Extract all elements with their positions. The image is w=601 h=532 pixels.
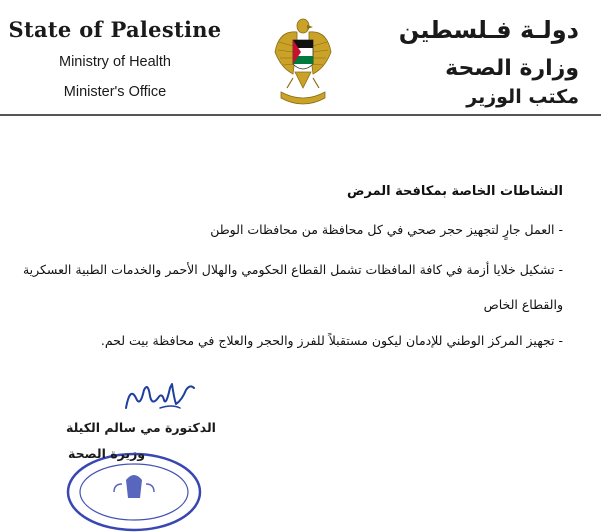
letterhead-ministry-ar: وزارة الصحة [445,56,579,81]
bullet-item-2-continuation: والقطاع الخاص [483,297,563,312]
letterhead [0,0,601,118]
signer-name: الدكتورة مي سالم الكيلة [66,420,216,435]
letterhead-state-en: State of Palestine [8,17,222,42]
palestine-eagle-emblem-icon [273,12,333,110]
signer-title: وزيرة الصحة [68,446,146,461]
letterhead-office-ar: مكتب الوزير [466,86,579,108]
handwritten-signature [120,378,200,414]
letterhead-office-en: Minister's Office [63,84,167,100]
bullet-item-3: - تجهيز المركز الوطني للإدمان ليكون مستقبلاً للفرز والحجر والعلاج في محافظة بيت لحم. [100,333,563,348]
bullet-item-1: - العمل جارٍ لتجهيز حجر صحي في كل محافظة من محافظات الوطن [210,222,563,237]
bullet-item-2: - تشكيل خلايا أزمة في كافة المافظات تشمل القطاع الحكومي والهلال الأحمر والخدمات الطبية العسكرية [22,262,563,277]
header-divider [0,114,601,116]
letterhead-state-ar: دولـة فـلسطين [398,16,579,44]
section-title: النشاطات الخاصة بمكافحة المرض [347,184,563,199]
letterhead-ministry-en: Ministry of Health [58,54,171,70]
